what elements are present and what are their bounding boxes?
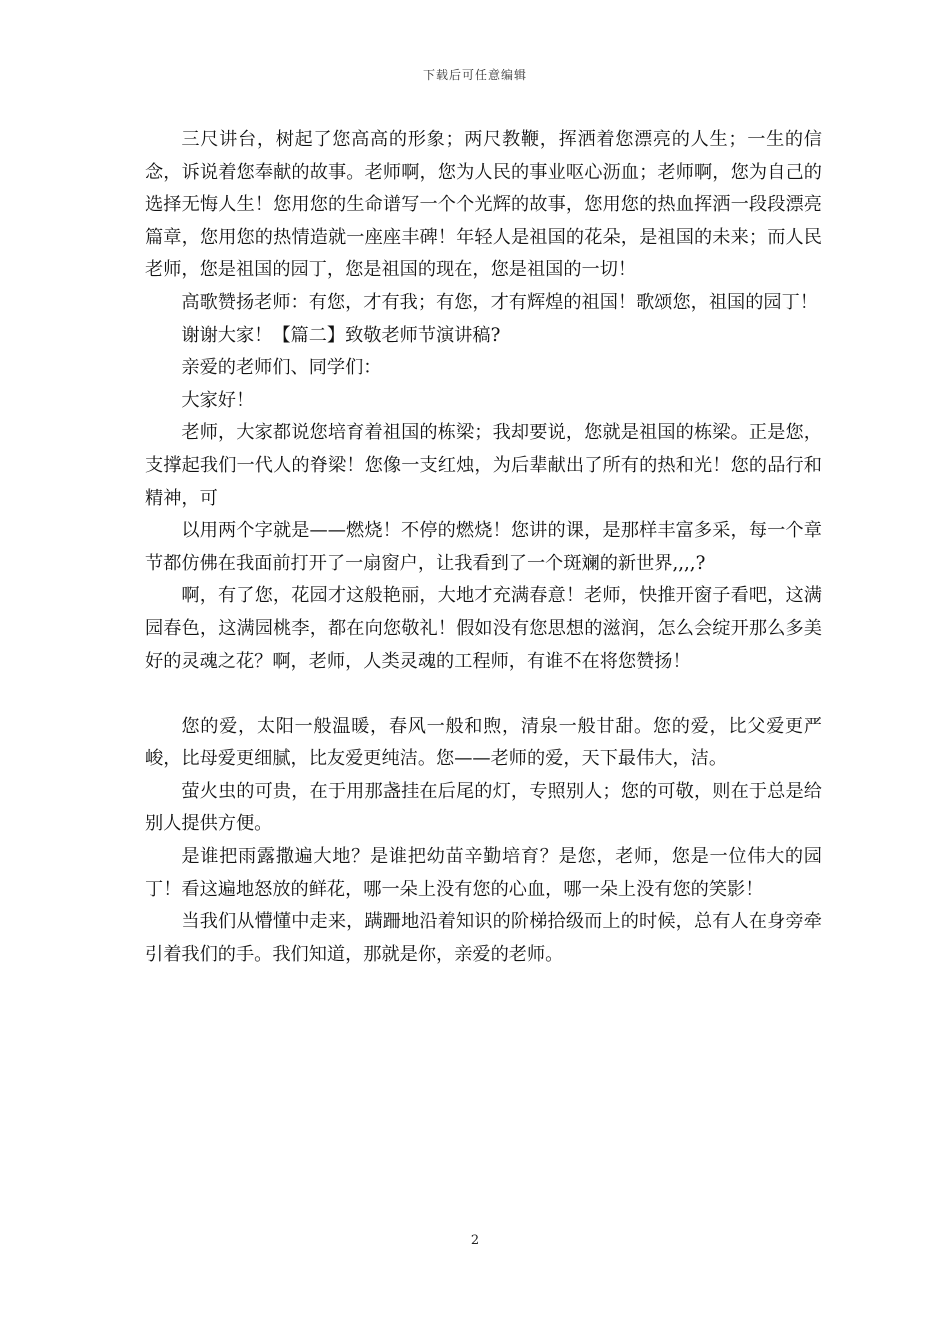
paragraph-7: 以用两个字就是——燃烧！不停的燃烧！您讲的课，是那样丰富多采，每一个章节都仿佛在我面前打开了一扇窗户，让我看到了一个斑斓的新世界,,,,? xyxy=(145,520,822,574)
paragraph-3: 谢谢大家！【篇二】致敬老师节演讲稿? xyxy=(181,324,501,346)
paragraph-9: 您的爱，太阳一般温暖，春风一般和煦，清泉一般甘甜。您的爱，比父爱更严峻，比母爱更细腻，比友爱更纯洁。您——老师的爱，天下最伟大，洁。 xyxy=(145,715,822,770)
page-number: 2 xyxy=(470,1233,480,1248)
paragraph-12: 当我们从懵懂中走来，蹒跚地沿着知识的阶梯拾级而上的时候，总有人在身旁牵引着我们的手。我们知道，那就是你，亲爱的老师。 xyxy=(145,911,822,965)
paragraph-6: 老师，大家都说您培育着祖国的栋梁；我却要说，您就是祖国的栋梁。正是您，支撑起我们一代人的脊梁！您像一支红烛，为后辈献出了所有的热和光！您的品行和精神，可 xyxy=(145,422,822,509)
document-body xyxy=(145,124,822,971)
paragraph-11: 是谁把雨露撒遍大地？是谁把幼苗辛勤培育？是您，老师，您是一位伟大的园丁！看这遍地怒放的鲜花，哪一朵上没有您的心血，哪一朵上没有您的笑影！ xyxy=(145,846,822,900)
paragraph-10: 萤火虫的可贵，在于用那盏挂在后尾的灯，专照别人；您的可敬，则在于总是给别人提供方便。 xyxy=(145,780,822,835)
page-header-note: 下载后可任意编辑 xyxy=(422,68,527,82)
paragraph-2: 高歌赞扬老师：有您，才有我；有您，才有辉煌的祖国！歌颂您，祖国的园丁！ xyxy=(181,291,818,313)
paragraph-5: 大家好！ xyxy=(181,389,255,411)
paragraph-4: 亲爱的老师们、同学们： xyxy=(181,357,382,379)
paragraph-8: 啊，有了您，花园才这般艳丽，大地才充满春意！老师，快推开窗子看吧，这满园春色，这满园桃李，都在向您敬礼！假如没有您思想的滋润，怎么会绽开那么多美好的灵魂之花？啊，老师，人类灵魂的工程师，有谁不在将您赞扬！ xyxy=(145,585,822,672)
paragraph-1: 三尺讲台，树起了您高高的形象；两尺教鞭，挥洒着您漂亮的人生；一生的信念，诉说着您奉献的故事。老师啊，您为人民的事业呕心沥血；老师啊，您为自己的选择无悔人生！您用您的生命谱写一个个光辉的故事，您用您的热血挥洒一段段漂亮篇章，您用您的热情造就一座座丰碑！年轻人是祖国的花朵，是祖国的未来；而人民老师，您是祖国的园丁，您是祖国的现在，您是祖国的一切！ xyxy=(145,129,822,281)
paragraph-spacer xyxy=(145,678,822,711)
